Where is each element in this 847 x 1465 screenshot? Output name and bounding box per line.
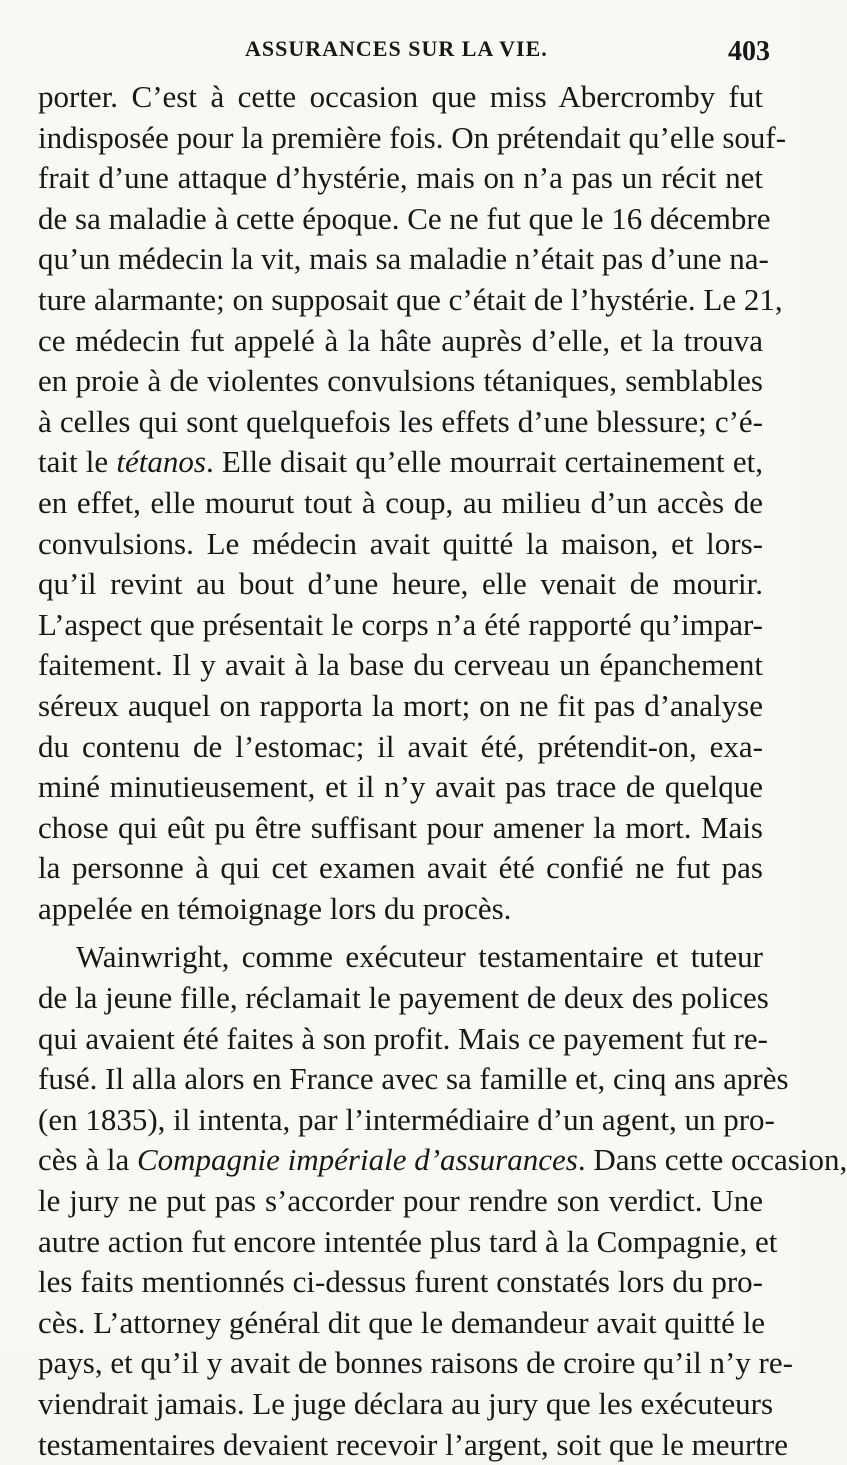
text-line: viendrait jamais. Le juge déclara au jury que les exécuteurs xyxy=(38,1386,774,1421)
text-line: en proie à de violentes convulsions tétaniques, semblables xyxy=(38,363,763,399)
text-segment: . Dans cette occasion, xyxy=(577,1142,847,1178)
text-line: le jury ne put pas s’accorder pour rendre son verdict. Une xyxy=(38,1183,763,1219)
text-line: indisposée pour la première fois. On prétendait qu’elle souf- xyxy=(38,119,787,155)
text-line: de sa maladie à cette époque. Ce ne fut que le 16 décembre xyxy=(38,200,771,236)
text-line: (en 1835), il intenta, par l’intermédiaire d’un agent, un pro- xyxy=(38,1101,775,1137)
text-line: porter. C’est à cette occasion que miss Abercromby fut xyxy=(38,79,763,114)
text-line: convulsions. Le médecin avait quitté la maison, et lors- xyxy=(38,525,763,561)
page-number: 403 xyxy=(728,36,770,67)
text-line: ture alarmante; on supposait que c’était de l’hystérie. Le 21, xyxy=(38,281,783,317)
text-segment: tait le xyxy=(38,444,117,480)
paragraph xyxy=(38,937,847,1465)
text-segment: cès à la xyxy=(38,1142,137,1178)
text-line: Wainwright, comme exécuteur testamentaire et tuteur xyxy=(76,939,763,975)
text-line: les faits mentionnés ci-dessus furent constatés lors du pro- xyxy=(38,1264,763,1300)
text-line: autre action fut encore intentée plus tard à la Compagnie, et xyxy=(38,1223,778,1259)
text-line: ce médecin fut appelé à la hâte auprès d’elle, et la trouva xyxy=(38,322,763,358)
text-line: L’aspect que présentait le corps n’a été rapporté qu’impar- xyxy=(38,606,763,642)
text-line: du contenu de l’estomac; il avait été, prétendit-on, exa- xyxy=(38,728,763,764)
body-text xyxy=(38,77,847,1465)
italic-term: tétanos xyxy=(116,444,206,480)
italic-term: Compagnie impériale d’assurances xyxy=(136,1142,578,1178)
text-line: appelée en témoignage lors du procès. xyxy=(38,890,512,926)
text-line: testamentaires devaient recevoir l’argent, soit que le meurtre xyxy=(38,1426,788,1462)
text-line: fusé. Il alla alors en France avec sa famille et, cinq ans après xyxy=(38,1061,789,1097)
text-line: séreux auquel on rapporta la mort; on ne fit pas d’analyse xyxy=(38,687,763,723)
text-line: en effet, elle mourut tout à coup, au milieu d’un accès de xyxy=(38,484,763,520)
text-line: qu’un médecin la vit, mais sa maladie n’était pas d’une na- xyxy=(38,241,769,277)
text-line: qu’il revint au bout d’une heure, elle venait de mourir. xyxy=(38,566,763,602)
text-line: qui avaient été faites à son profit. Mais ce payement fut re- xyxy=(38,1020,768,1056)
running-header: ASSURANCES SUR LA VIE. xyxy=(245,36,548,61)
text-line: cès. L’attorney général dit que le demandeur avait quitté le xyxy=(38,1304,766,1340)
text-line: frait d’une attaque d’hystérie, mais on n’a pas un récit net xyxy=(38,160,763,196)
text-line: faitement. Il y avait à la base du cerveau un épanchement xyxy=(38,647,763,683)
paragraph xyxy=(38,77,787,929)
text-line: à celles qui sont quelquefois les effets d’une blessure; c’é- xyxy=(38,403,763,439)
text-line xyxy=(38,442,763,483)
text-line: chose qui eût pu être suffisant pour amener la mort. Mais xyxy=(38,809,763,845)
paragraph-gap xyxy=(38,929,763,937)
text-segment: . Elle disait qu’elle mourrait certainement et, xyxy=(205,444,763,480)
text-line: pays, et qu’il y avait de bonnes raisons de croire qu’il n’y re- xyxy=(38,1345,793,1381)
text-line xyxy=(38,1140,847,1181)
text-line: miné minutieusement, et il n’y avait pas trace de quelque xyxy=(38,769,763,805)
text-line: la personne à qui cet examen avait été confié ne fut pas xyxy=(38,850,763,886)
text-line: de la jeune fille, réclamait le payement de deux des polices xyxy=(38,980,769,1016)
